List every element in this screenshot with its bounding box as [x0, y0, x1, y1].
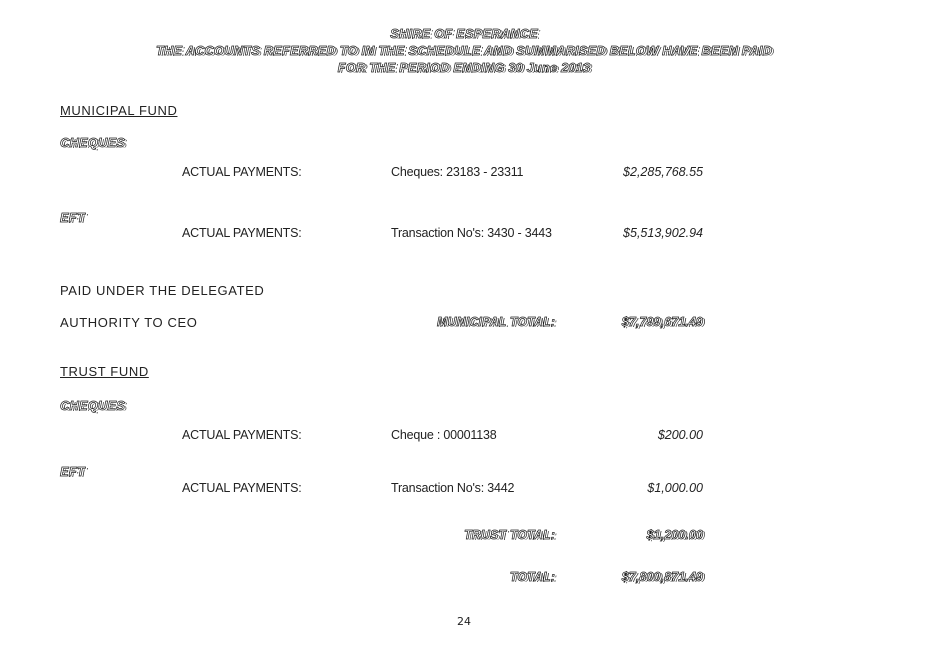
- payment-detail: Transaction No's: 3442: [391, 481, 515, 495]
- delegated-authority-line2: AUTHORITY TO CEO: [60, 315, 198, 330]
- payment-label: ACTUAL PAYMENTS:: [182, 226, 302, 240]
- payment-detail: Cheques: 23183 - 23311: [391, 165, 524, 179]
- grand-total-amount: $7,800,871.49: [621, 570, 703, 584]
- payment-detail: Transaction No's: 3430 - 3443: [391, 226, 552, 240]
- payment-label: ACTUAL PAYMENTS:: [182, 481, 302, 495]
- payment-amount: $200.00: [657, 428, 703, 442]
- document-title: SHIRE OF ESPERANCE: [390, 26, 538, 41]
- payment-amount: $2,285,768.55: [623, 165, 703, 179]
- payment-label: ACTUAL PAYMENTS:: [182, 428, 302, 442]
- document-period: FOR THE PERIOD ENDING 30 June 2013: [337, 60, 591, 75]
- payment-amount: $5,513,902.94: [623, 226, 703, 240]
- document-subtitle: THE ACCOUNTS REFERRED TO IN THE SCHEDULE AND SUMMARISED BELOW HAVE BEEN PAID: [155, 43, 773, 58]
- payment-detail: Cheque : 00001138: [391, 428, 497, 442]
- delegated-authority-line1: PAID UNDER THE DELEGATED: [60, 283, 265, 298]
- municipal-cheques-label: CHEQUES: [60, 135, 125, 150]
- payment-label: ACTUAL PAYMENTS:: [182, 165, 302, 179]
- trust-eft-label: EFT: [60, 464, 85, 479]
- payment-amount: $1,000.00: [647, 481, 703, 495]
- trust-cheques-label: CHEQUES: [60, 398, 125, 413]
- municipal-total-amount: $7,799,671.49: [621, 315, 703, 329]
- grand-total-label: TOTAL:: [509, 570, 555, 584]
- municipal-fund-heading: MUNICIPAL FUND: [60, 103, 178, 118]
- municipal-eft-label: EFT: [60, 210, 85, 225]
- trust-total-amount: $1,200.00: [646, 528, 703, 542]
- page-number: 24: [457, 615, 471, 628]
- trust-fund-heading: TRUST FUND: [60, 364, 149, 379]
- municipal-total-label: MUNICIPAL TOTAL:: [436, 315, 555, 329]
- trust-total-label: TRUST TOTAL:: [463, 528, 555, 542]
